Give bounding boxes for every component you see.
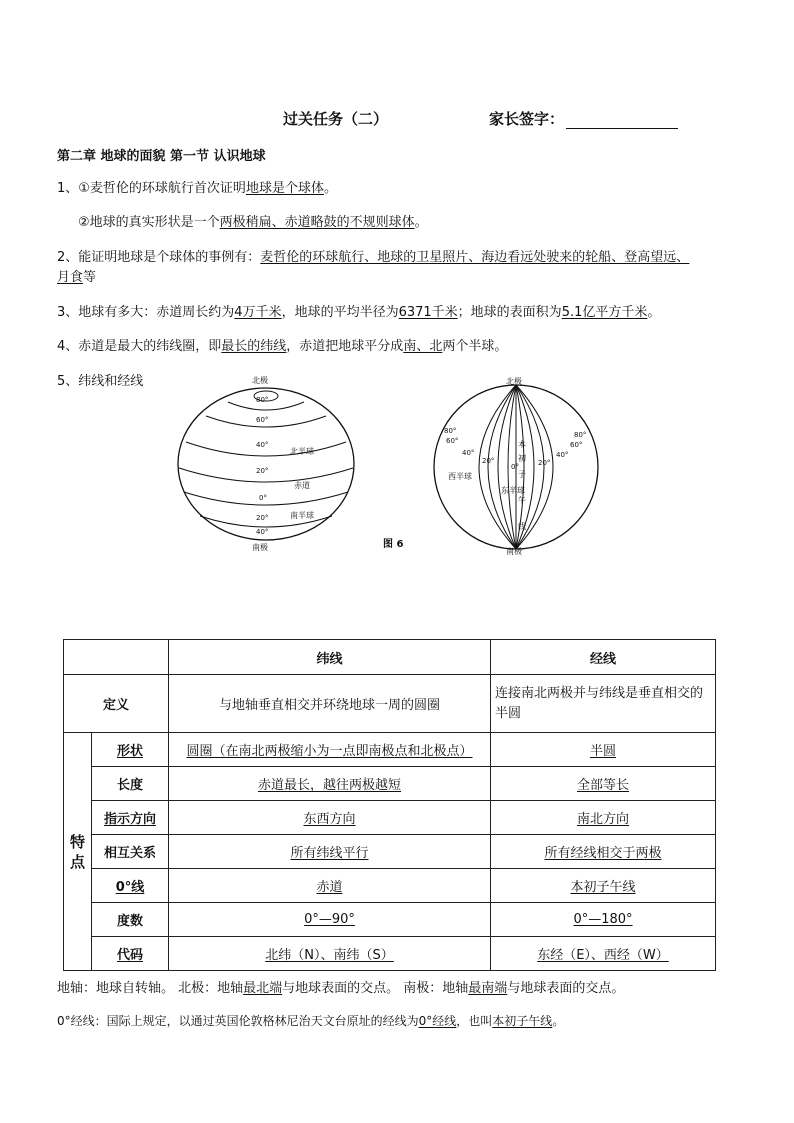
table-row — [64, 903, 716, 937]
q4-text-1: 4、赤道是最大的纬线圈，即 — [57, 339, 222, 354]
q4-answer-2: 南、北 — [403, 339, 443, 354]
table-header-row — [64, 640, 716, 675]
q1-text: 1、①麦哲伦的环球航行首次证明 — [57, 181, 246, 196]
q2-answer-2: 月食 — [57, 270, 84, 285]
page-title: 过关任务（二） — [283, 110, 389, 128]
q1-answer: 地球是个球体 — [245, 181, 324, 196]
definition-meridian: 连接南北两极并与纬线是垂直相交的半圆 — [491, 675, 716, 733]
question-3 — [57, 301, 660, 320]
chapter-heading: 第二章 地球的面貌 第一节 认识地球 — [57, 149, 266, 164]
west-lon-80: 80° — [444, 427, 457, 435]
row-weft: 北纬（N）、南纬（S） — [169, 937, 491, 971]
row-label: 度数 — [92, 903, 169, 937]
row-weft: 所有纬线平行 — [169, 835, 491, 869]
axis-definition-line — [57, 977, 624, 996]
southern-hemisphere-label: 南半球 — [290, 511, 314, 520]
definition-label: 定义 — [64, 675, 169, 733]
definition-row — [64, 675, 716, 733]
axis-answer-north: 最北端 — [243, 981, 283, 996]
pm-text-2: ，也叫 — [456, 1014, 493, 1028]
definition-weft: 与地轴垂直相交并环绕地球一周的圆圈 — [169, 675, 491, 733]
pm-text-3: 。 — [552, 1014, 565, 1028]
q1b-answer: 两极稍扁、赤道略鼓的不规则球体 — [219, 215, 415, 230]
prime-meridian-line — [57, 1012, 564, 1029]
east-lon-20: 20° — [538, 459, 551, 467]
row-label: 指示方向 — [92, 801, 169, 835]
row-weft: 赤道最长，越往两极越短 — [169, 767, 491, 801]
north-pole-label: 北极 — [252, 376, 268, 385]
q3-answer-3: 5.1亿平方千米 — [561, 305, 648, 320]
signature-line[interactable] — [566, 114, 678, 129]
q4-answer-1: 最长的纬线 — [221, 339, 287, 354]
signature-field[interactable] — [489, 108, 678, 129]
question-1b — [78, 211, 428, 230]
row-meridian: 全部等长 — [491, 767, 716, 801]
prime-meridian-char-4: 午 — [518, 496, 526, 505]
question-5: 5、纬线和经线 — [57, 374, 144, 389]
row-weft: 圆圈（在南北两极缩小为一点即南极点和北极点） — [169, 733, 491, 767]
row-meridian: 南北方向 — [491, 801, 716, 835]
signature-label: 家长签字： — [489, 110, 565, 128]
table-row — [64, 869, 716, 903]
row-meridian: 东经（E）、西经（W） — [491, 937, 716, 971]
axis-answer-south: 最南端 — [468, 981, 508, 996]
east-lon-40: 40° — [556, 451, 569, 459]
longitude-globe-diagram — [424, 373, 608, 557]
row-label: 形状 — [92, 733, 169, 767]
west-lon-60: 60° — [446, 437, 459, 445]
q3-text-3: ；地球的表面积为 — [457, 305, 562, 320]
east-lon-60: 60° — [570, 441, 583, 449]
q4-text-2: ，赤道把地球平分成 — [286, 339, 404, 354]
western-hemisphere-label: 西半球 — [448, 472, 472, 481]
eastern-hemisphere-label: 东半球 — [501, 486, 525, 495]
prime-meridian-char-5: 线 — [518, 522, 526, 531]
row-weft: 东西方向 — [169, 801, 491, 835]
north-pole-label: 北极 — [506, 377, 522, 386]
question-2 — [57, 246, 689, 265]
south-pole-label: 南极 — [506, 547, 522, 556]
feature-label: 特点 — [64, 733, 92, 971]
q1b-text: ②地球的真实形状是一个 — [78, 215, 220, 230]
table-row — [64, 937, 716, 971]
q2-text: 2、能证明地球是个球体的事例有： — [57, 250, 261, 265]
row-label: 代码 — [92, 937, 169, 971]
lon-0: 0° — [511, 463, 519, 471]
south-pole-label: 南极 — [252, 543, 268, 552]
question-4 — [57, 335, 507, 354]
q3-text-2: ，地球的平均半径为 — [281, 305, 399, 320]
pm-answer-2: 本初子午线 — [492, 1014, 553, 1028]
axis-text-1: 地轴：地球自转轴。 北极：地轴 — [57, 981, 244, 996]
lat-0: 0° — [259, 494, 267, 502]
header-weft: 纬线 — [169, 640, 491, 675]
q2-answer: 麦哲伦的环球航行、地球的卫星照片、海边看远处驶来的轮船、登高望远、 — [260, 250, 690, 265]
latitude-lines — [179, 391, 353, 527]
axis-text-2: 与地球表面的交点。 南极：地轴 — [282, 981, 469, 996]
prime-meridian-char-1: 本 — [518, 440, 526, 449]
latitude-globe-diagram — [170, 372, 360, 556]
row-label: 0°线 — [92, 869, 169, 903]
row-label: 长度 — [92, 767, 169, 801]
figure-caption: 图 6 — [383, 539, 404, 550]
pm-text-1: 0°经线：国际上规定，以通过英国伦敦格林尼治天文台原址的经线为 — [57, 1014, 419, 1028]
lat-80: 80° — [256, 396, 269, 404]
comparison-table — [63, 639, 716, 971]
pm-answer-1: 0°经线 — [418, 1014, 457, 1028]
table-row — [64, 801, 716, 835]
west-lon-20: 20° — [482, 457, 495, 465]
row-label: 相互关系 — [92, 835, 169, 869]
table-row — [64, 767, 716, 801]
q1-suffix: 。 — [323, 181, 337, 196]
lat-40: 40° — [256, 441, 269, 449]
lat-20n: 20° — [256, 467, 269, 475]
table-row — [64, 835, 716, 869]
row-meridian: 半圆 — [491, 733, 716, 767]
row-weft: 赤道 — [169, 869, 491, 903]
row-weft: 0°—90° — [169, 903, 491, 937]
q3-text-4: 。 — [647, 305, 661, 320]
prime-meridian-char-2: 初 — [518, 454, 526, 463]
question-1 — [57, 177, 337, 196]
row-meridian: 本初子午线 — [491, 869, 716, 903]
q3-answer-2: 6371千米 — [398, 305, 458, 320]
header-meridian: 经线 — [491, 640, 716, 675]
axis-text-3: 与地球表面的交点。 — [507, 981, 625, 996]
q3-text-1: 3、地球有多大：赤道周长约为 — [57, 305, 235, 320]
equator-label: 赤道 — [294, 481, 310, 490]
q2-suffix: 等 — [83, 270, 97, 285]
question-2-cont — [57, 266, 96, 285]
lat-20s: 20° — [256, 514, 269, 522]
northern-hemisphere-label: 北半球 — [290, 447, 314, 456]
table-corner-cell — [64, 640, 169, 675]
west-lon-40: 40° — [462, 449, 475, 457]
q3-answer-1: 4万千米 — [234, 305, 282, 320]
q4-text-3: 两个半球。 — [442, 339, 508, 354]
lat-60: 60° — [256, 416, 269, 424]
table-row — [64, 733, 716, 767]
q1b-suffix: 。 — [414, 215, 428, 230]
lat-40s: 40° — [256, 528, 269, 536]
row-meridian: 0°—180° — [491, 903, 716, 937]
east-lon-80: 80° — [574, 431, 587, 439]
row-meridian: 所有经线相交于两极 — [491, 835, 716, 869]
prime-meridian-char-3: 子 — [518, 470, 526, 479]
